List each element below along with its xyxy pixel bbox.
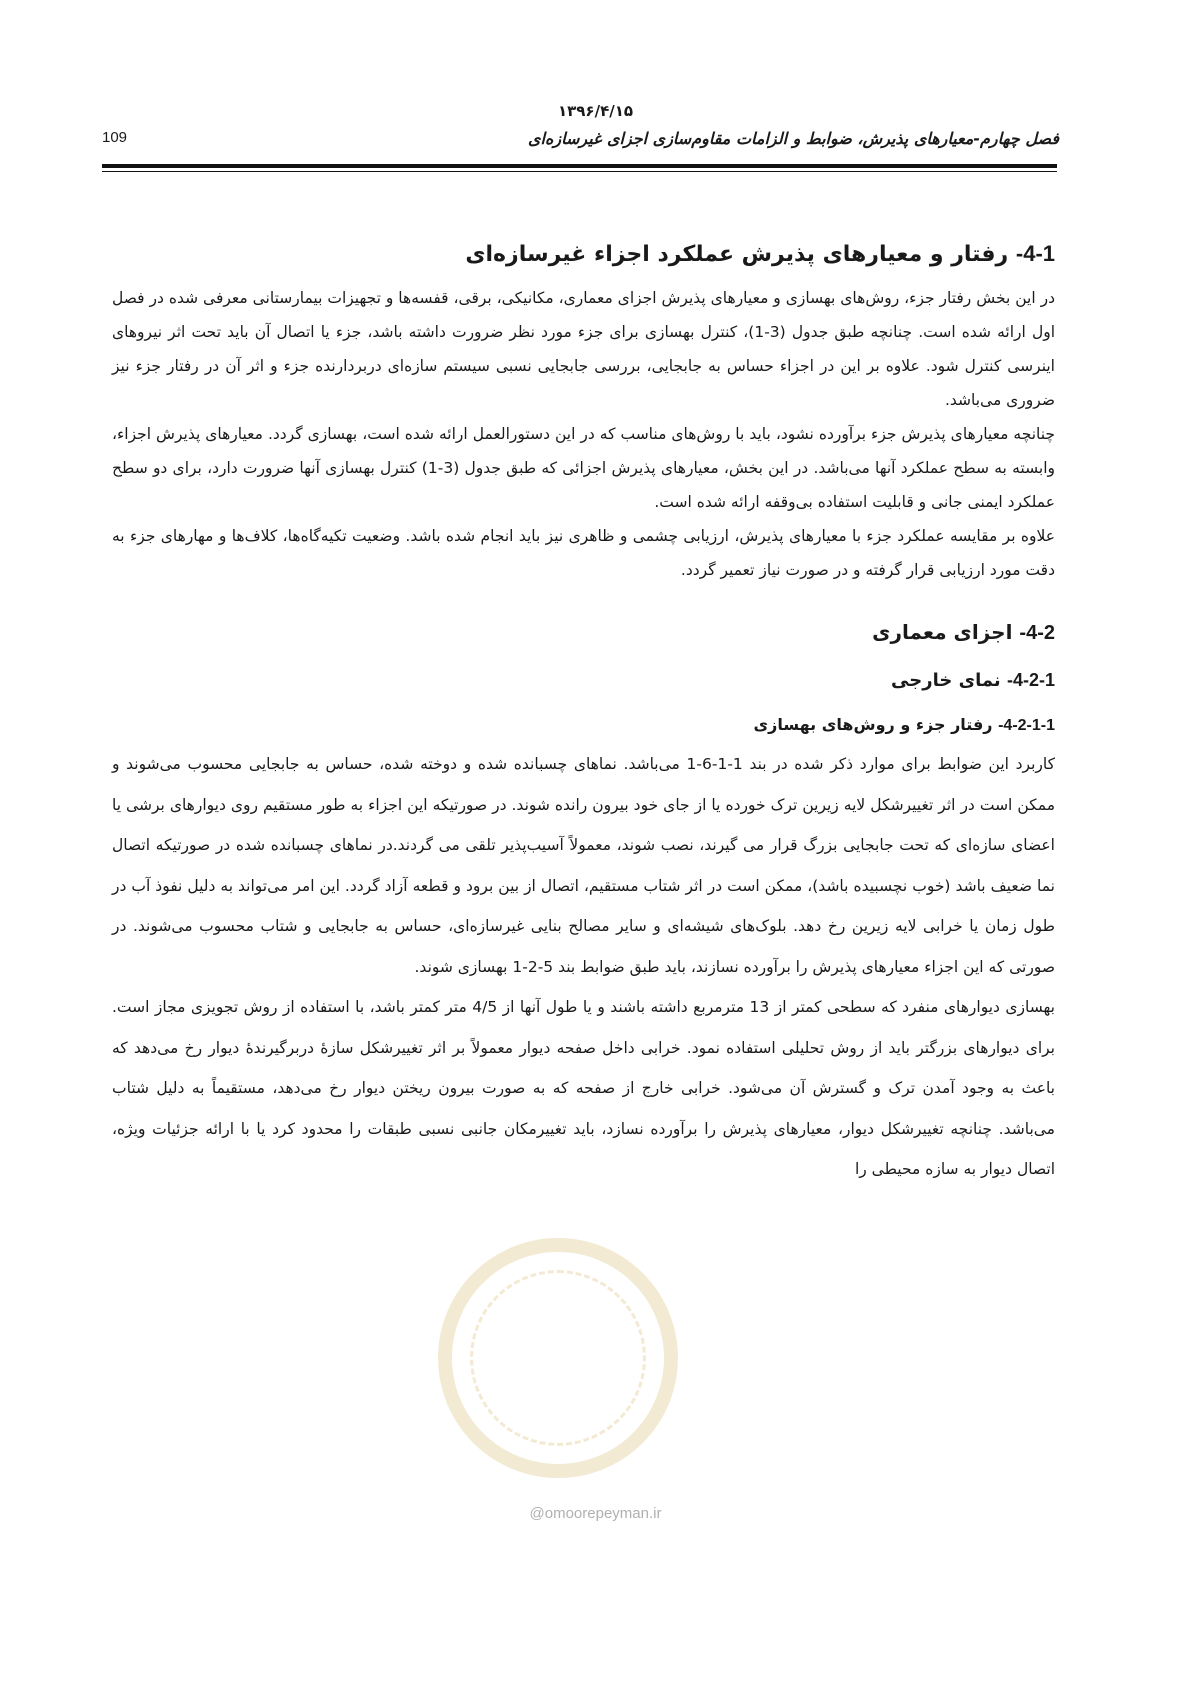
header-rule-thick — [102, 164, 1057, 168]
page-number: 109 — [102, 129, 128, 146]
section-number: 4-2- — [1019, 622, 1055, 644]
section-number: 4-2-1- — [1006, 670, 1055, 690]
header-date: ۱۳۹۶/۴/۱۵ — [557, 102, 634, 120]
section-title: رفتار و معیارهای پذیرش عملکرد اجزاء غیرسازه‌ای — [465, 242, 1009, 267]
section-heading-4-2 — [112, 615, 1055, 650]
paragraph: بهسازی دیوارهای منفرد که سطحی کمتر از 13 مترمربع داشته باشند و یا طول آنها از 4/5 متر کمتر باشد، با استفاده از روش تجویزی مجاز است. برای دیوارهای بزرگتر باید از روش تحلیلی استفاده نمود. خرابی داخل صفحه دیوار معمولاً بر اثر تغییرشکل سازهٔ دربرگیرندهٔ دیوار رخ می‌دهد که باعث به وجود آمدن ترک و گسترش آن می‌شود. خرابی خارج از صفحه که به صورت بیرون ریختن دیوار رخ می‌دهد، مستقیماً به دلیل شتاب می‌باشد. چنانچه تغییرشکل دیوار، معیارهای پذیرش را برآورده نسازد، باید تغییرمکان جانبی نسبی طبقات را محدود کرد یا با ارائه جزئیات ویژه، اتصال دیوار به سازه محیطی را — [112, 998, 1055, 1178]
watermark-url: @omoorepeyman.ir — [529, 1505, 662, 1522]
header-rule-thin — [102, 171, 1057, 172]
section-title: اجزای معماری — [872, 620, 1013, 644]
header-title: فصل چهارم-معیارهای پذیرش، ضوابط و الزامات مقاوم‌سازی اجزای غیرسازه‌ای — [528, 129, 1059, 148]
section-heading-4-2-1 — [112, 664, 1055, 697]
paragraph: علاوه بر مقایسه عملکرد جزء با معیارهای پذیرش، ارزیابی چشمی و ظاهری نیز باید انجام شده باشد. وضعیت تکیه‌گاه‌ها، کلاف‌ها و مهارهای جزء به دقت مورد ارزیابی قرار گرفته و در صورت نیاز تعمیر گردد. — [112, 527, 1055, 579]
section-number: 4-2-1-1- — [998, 717, 1055, 734]
section-title: رفتار جزء و روش‌های بهسازی — [753, 715, 993, 734]
paragraph: چنانچه معیارهای پذیرش جزء برآورده نشود، باید با روش‌های مناسب که در این دستورالعمل ارائه شده است، بهسازی گردد. معیارهای پذیرش اجزاء، وابسته به سطح عملکرد آنها می‌باشد. در این بخش، معیارهای پذیرش اجزائی که طبق جدول (3-1) کنترل بهسازی آنها ضرورت دارد، برای دو سطح عملکرد ایمنی جانی و قابلیت استفاده بی‌وقفه ارائه شده است. — [112, 425, 1056, 511]
section-heading-4-1 — [112, 236, 1055, 273]
section-heading-4-2-1-1 — [112, 711, 1055, 740]
watermark-seal-inner — [470, 1270, 646, 1446]
page-content — [112, 236, 1055, 1190]
section-title: نمای خارجی — [891, 670, 1001, 691]
section-number: 4-1- — [1015, 241, 1055, 266]
paragraph: در این بخش رفتار جزء، روش‌های بهسازی و معیارهای پذیرش اجزای معماری، مکانیکی، برقی، قفسه‌ها و تجهیزات بیمارستانی معرفی شده در فصل اول ارائه شده است. چنانچه طبق جدول (3-1)، کنترل بهسازی برای جزء مورد نظر ضرورت داشته باشد، جزء یا اتصال آن باید تحت اثر نیروهای اینرسی کنترل شود. علاوه بر این در اجزاء حساس به جابجایی، بررسی جابجایی نسبی سیستم سازه‌ای دربردارنده جزء و اثر آن در رفتار جزء نیز ضروری می‌باشد. — [112, 289, 1056, 409]
paragraph: کاربرد این ضوابط برای موارد ذکر شده در بند 1-1-6-1 می‌باشد. نماهای چسبانده شده و دوخته شده، حساس به جابجایی محسوب می‌شوند و ممکن است در اثر تغییرشکل لایه زیرین ترک خورده یا از جای خود بیرون رانده شوند. در صورتیکه این اجزاء به طور مستقیم روی دیوارهای برشی یا اعضای سازه‌ای که تحت جابجایی بزرگ قرار می گیرند، نصب شوند، معمولاً آسیب‌پذیر تلقی می گردند.در نماهای چسبانده شده در صورتیکه اتصال نما ضعیف باشد (خوب نچسبیده باشد)، ممکن است در اثر شتاب مستقیم، اتصال از بین برود و قطعه آزاد گردد. این امر می‌تواند به دلیل نفوذ آب در طول زمان یا خرابی لایه زیرین رخ دهد. بلوک‌های شیشه‌ای و سایر مصالح بنایی غیرسازه‌ای، حساس به جابجایی و شتاب محسوب می‌شوند. در صورتی که این اجزاء معیارهای پذیرش را برآورده نسازند، باید طبق ضوابط بند 5-2-1 بهسازی شوند. — [112, 755, 1055, 976]
